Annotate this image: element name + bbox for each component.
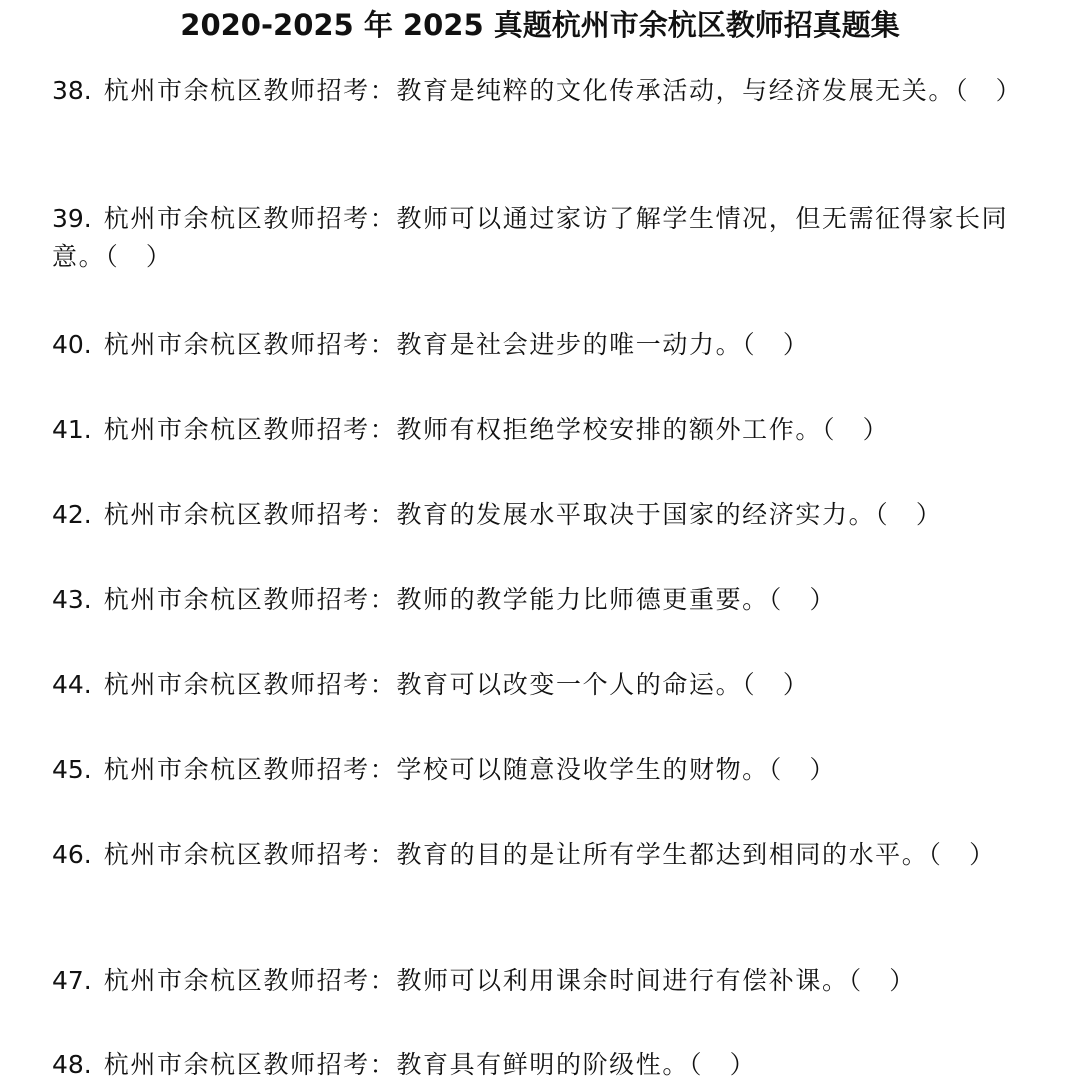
question-text: 杭州市余杭区教师招考：教师的教学能力比师德更重要。（ ） (103, 585, 837, 614)
question-number: 47. (52, 966, 92, 995)
question-40 (52, 326, 1027, 364)
question-text: 杭州市余杭区教师招考：教育是社会进步的唯一动力。（ ） (103, 330, 810, 359)
question-number: 48. (52, 1050, 92, 1079)
question-number: 40. (52, 330, 92, 359)
question-38 (52, 72, 1027, 110)
question-number: 39. (52, 204, 92, 233)
question-text: 杭州市余杭区教师招考：教育的发展水平取决于国家的经济实力。（ ） (103, 500, 943, 529)
question-43 (52, 581, 1027, 619)
question-number: 38. (52, 76, 92, 105)
question-number: 44. (52, 670, 92, 699)
question-42 (52, 496, 1027, 534)
question-41 (52, 411, 1027, 449)
question-46 (52, 836, 1027, 874)
question-text: 杭州市余杭区教师招考：教育可以改变一个人的命运。（ ） (103, 670, 810, 699)
question-text: 杭州市余杭区教师招考：学校可以随意没收学生的财物。（ ） (103, 755, 837, 784)
question-47 (52, 962, 1027, 1000)
question-39 (52, 200, 1027, 276)
question-number: 45. (52, 755, 92, 784)
question-text: 杭州市余杭区教师招考：教师可以通过家访了解学生情况，但无需征得家长同意。（ ） (52, 204, 1009, 271)
question-number: 41. (52, 415, 92, 444)
question-text: 杭州市余杭区教师招考：教育是纯粹的文化传承活动，与经济发展无关。（ ） (103, 76, 1023, 105)
question-44 (52, 666, 1027, 704)
page-title: 2020-2025 年 2025 真题杭州市余杭区教师招真题集 (180, 8, 900, 42)
question-text: 杭州市余杭区教师招考：教育的目的是让所有学生都达到相同的水平。（ ） (103, 840, 996, 869)
question-number: 43. (52, 585, 92, 614)
question-number: 42. (52, 500, 92, 529)
question-48 (52, 1046, 1027, 1084)
question-text: 杭州市余杭区教师招考：教育具有鲜明的阶级性。（ ） (103, 1050, 757, 1079)
question-number: 46. (52, 840, 92, 869)
question-45 (52, 751, 1027, 789)
question-text: 杭州市余杭区教师招考：教师可以利用课余时间进行有偿补课。（ ） (103, 966, 916, 995)
question-text: 杭州市余杭区教师招考：教师有权拒绝学校安排的额外工作。（ ） (103, 415, 890, 444)
